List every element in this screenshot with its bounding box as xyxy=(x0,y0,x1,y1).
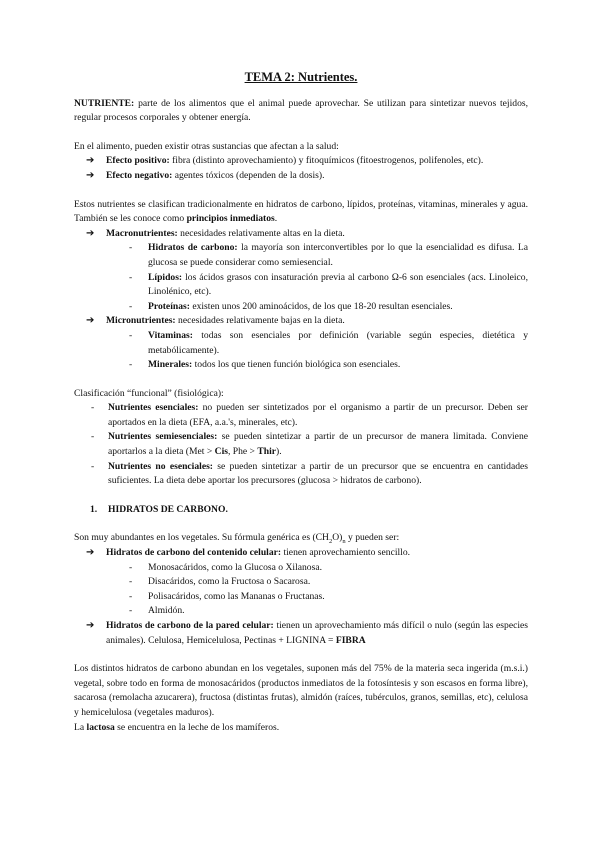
carbohydrates-lead: Son muy abundantes en los vegetales. Su fórmula genérica es $(CH_2O)_n$ y pueden ser: xyxy=(74,532,400,546)
document-page xyxy=(74,70,528,735)
effects-list xyxy=(74,154,528,183)
macronutrients-list xyxy=(74,241,528,314)
list-item: - Lípidos: los ácidos grasos con insaturación previa al carbono Ω-6 son esenciales (acs. Linoleico, Linolénico, etc). xyxy=(129,271,528,298)
list-item: - Proteínas: existen unos 200 aminoácidos, de los que 18-20 resultan esenciales. xyxy=(129,300,453,312)
list-item: ➔ Efecto negativo: agentes tóxicos (dependen de la dosis). xyxy=(74,169,528,184)
classification-lead: Estos nutrientes se clasifican tradicionalmente en hidratos de carbono, lípidos, proteínas, vitaminas, minerales y agua. También se les conoce como principios inmediatos. xyxy=(74,198,528,225)
list-item: - Nutrientes no esenciales: se pueden sintetizar a partir de un precursor que se encuentra en cantidades suficientes. La dieta debe aportar los precursores (glucosa > hidratos de carbono). xyxy=(91,460,528,487)
arrow-bullet-icon: ➔ xyxy=(86,169,95,181)
functional-lead: Clasificación “funcional” (fisiológica): xyxy=(74,387,224,399)
carbohydrates-paragraph: Los distintos hidratos de carbono abundan en los vegetales, suponen más del 75% de la materia seca ingerida (m.s.i.) vegetal, sobre todo en forma de monosacáridos (productos inmediatos de la fotosíntesis y son escasos en forma libre), sacarosa (remolacha azucarera), fructosa (distintas frutas), almidón (raíces, tubérculos, granos, semillas, etc), celulosa y hemicelulosa (vegetales maduros). xyxy=(74,663,528,718)
nutrient-definition: NUTRIENTE: parte de los alimentos que el animal puede aprovechar. Se utilizan para sintetizar nuevos tejidos, regular procesos corporales y obtener energía. xyxy=(74,97,528,124)
lactose-paragraph: La lactosa se encuentra en la leche de los mamíferos. xyxy=(74,721,280,733)
nutrient-term: NUTRIENTE: xyxy=(74,97,135,109)
arrow-bullet-icon: ➔ xyxy=(86,620,95,631)
list-item: - Nutrientes semiesenciales: se pueden sintetizar a partir de un precursor de manera limitada. Conviene aportarlos a la dieta (Met > Cis, Phe > Thir). xyxy=(91,431,528,458)
nutrient-classes-list-2 xyxy=(74,314,528,329)
list-item-macronutrients: ➔ Macronutrientes: necesidades relativamente altas en la dieta. xyxy=(74,227,528,242)
arrow-bullet-icon: ➔ xyxy=(86,155,95,167)
arrow-bullet-icon: ➔ xyxy=(86,547,95,559)
list-item: - Hidratos de carbono: la mayoría son interconvertibles por lo que la esencialidad es difusa. La glucosa se puede considerar como semiesencial. xyxy=(129,242,528,268)
list-item: ➔ Efecto positivo: fibra (distinto aprovechamiento) y fitoquímicos (fitoestrogenos, polifenoles, etc). xyxy=(74,154,528,169)
carbohydrate-types-list xyxy=(74,546,528,561)
list-item-micronutrients: ➔ Micronutrientes: necesidades relativamente bajas en la dieta. xyxy=(74,314,528,329)
list-item: - Almidón. xyxy=(129,605,185,617)
list-item: - Nutrientes esenciales: no pueden ser sintetizados por el organismo a partir de un precursor. Deben ser aportados en la dieta (EFA, a.a.'s, minerales, etc). xyxy=(91,402,528,428)
functional-list xyxy=(74,401,528,489)
list-item: - Minerales: todos los que tienen función biológica son esenciales. xyxy=(129,359,401,371)
list-item-cell-content: ➔ Hidratos de carbono del contenido celular: tienen aprovechamiento sencillo. xyxy=(74,546,528,561)
list-item-cell-wall: ➔ Hidratos de carbono de la pared celular: tienen un aprovechamiento más difícil o nulo (según las especies animales). Celulosa, Hemicelulosa, Pectinas + LIGNINA = FIBRA xyxy=(86,620,529,646)
other-substances-lead: En el alimento, pueden existir otras sustancias que afectan a la salud: xyxy=(74,140,339,152)
cell-content-sugars-list xyxy=(74,561,528,619)
page-title: TEMA 2: Nutrientes. xyxy=(244,70,358,84)
section-heading: 1. HIDRATOS DE CARBONO. xyxy=(90,503,228,515)
arrow-bullet-icon: ➔ xyxy=(86,315,95,327)
nutrient-classes-list xyxy=(74,227,528,242)
list-item: - Monosacáridos, como la Glucosa o Xilanosa. xyxy=(129,561,322,573)
arrow-bullet-icon: ➔ xyxy=(86,227,95,239)
list-item: - Polisacáridos, como las Mananas o Fructanas. xyxy=(129,590,325,602)
list-item: - Disacáridos, como la Fructosa o Sacarosa. xyxy=(129,576,311,588)
list-item: - Vitaminas: todas son esenciales por definición (variable según especies, dietética y metabólicamente). xyxy=(129,329,528,356)
carbohydrate-types-list-2 xyxy=(74,619,528,648)
micronutrients-list xyxy=(74,329,528,373)
